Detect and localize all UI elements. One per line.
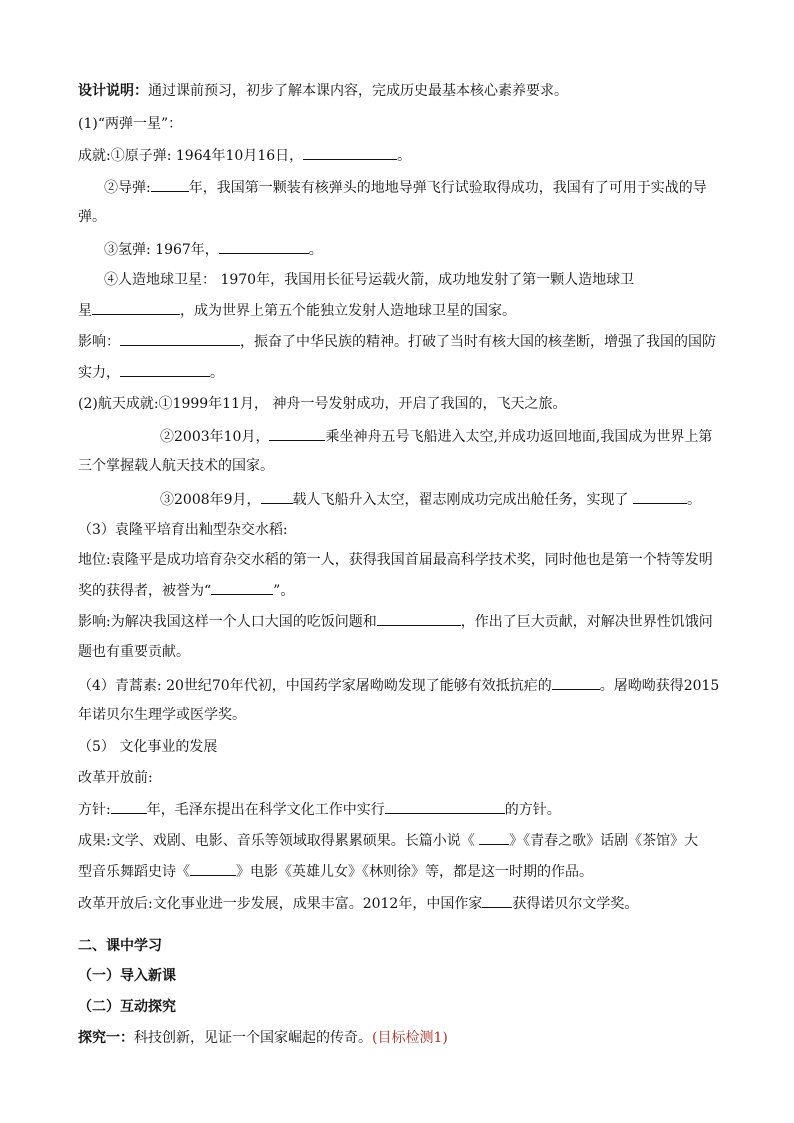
sec1-impact-line: [78, 331, 716, 351]
artemisinin-blank[interactable]: [552, 675, 600, 690]
policy-year-blank[interactable]: [111, 799, 147, 814]
satellite-text-end: ，成为世界上第五个能独立发射人造地球卫星的国家。: [180, 303, 516, 319]
artemisinin-line-cont: 年诺贝尔生理学或医学奖。: [78, 707, 246, 723]
impact-label: 影响：: [78, 334, 120, 350]
novel-blank[interactable]: [479, 830, 509, 845]
yuan-status-line: 地位:袁隆平是成功培育杂交水稻的第一人，获得我国首届最高科学技术奖，同时他也是第一个特等发明: [78, 552, 713, 568]
missile-line-cont: 弹。: [78, 209, 106, 225]
inquiry-label: 探究一：: [78, 1030, 134, 1046]
impact-text-cont: 实力，: [78, 365, 120, 381]
shenzhou5-line: [160, 426, 712, 446]
design-note-label: 设计说明：: [78, 83, 148, 99]
after-reform-end: 获得诺贝尔文学奖。: [512, 896, 639, 912]
missile-line: [104, 177, 707, 197]
satellite-line-cont: [78, 300, 516, 320]
shenzhou7-date: ③2008年9月，: [160, 492, 261, 508]
part2-title: 二、课中学习: [78, 938, 162, 954]
inquiry-text: 科技创新，见证一个国家崛起的传奇。: [134, 1030, 372, 1046]
results-line: [78, 830, 698, 850]
satellite-text: 星: [78, 303, 92, 319]
after-reform-line: [78, 893, 638, 913]
sec1-impact-line-cont: [78, 362, 224, 382]
design-note: [78, 81, 568, 101]
artemisinin-line: [78, 675, 719, 695]
atom-bomb-blank[interactable]: [303, 145, 397, 160]
yuan-title-text: 奖的获得者，被誉为“: [78, 583, 212, 599]
intro-heading: （一）导入新课: [78, 968, 176, 984]
yuan-impact-line: [78, 611, 713, 631]
hbomb-blank[interactable]: [219, 239, 309, 254]
atom-bomb-line: [78, 145, 411, 165]
after-reform-text: 改革开放后:文化事业进一步发展，成果丰富。2012年，中国作家: [78, 896, 483, 912]
inquiry-line: [78, 1028, 448, 1048]
epic-text-end: 》电影《英雄儿女》《林则徐》等，都是这一时期的作品。: [236, 864, 593, 880]
policy-line: [78, 799, 561, 819]
satellite-blank[interactable]: [92, 300, 180, 315]
yuan-impact-text-end: ，作出了巨大贡献，对解决世界性饥饿问: [460, 614, 713, 630]
yuan-impact-text: 影响:为解决我国这样一个人口大国的吃饭问题和: [78, 614, 377, 630]
space-achievement-line: (2)航天成就:①1999年11月， 神舟一号发射成功，开启了我国的，飞天之旅。: [78, 396, 567, 412]
inquiry-ref[interactable]: (目标检测1): [372, 1030, 448, 1046]
impact-end: 。: [210, 365, 224, 381]
epic-blank[interactable]: [190, 861, 236, 876]
policy-label: 方针:: [78, 802, 111, 818]
explore-heading: （二）互动探究: [78, 999, 176, 1015]
missile-year-blank[interactable]: [151, 177, 189, 192]
section3-title: （3）袁隆平培育出籼型杂交水稻:: [78, 522, 288, 538]
hbomb-end: 。: [308, 242, 323, 258]
epic-text: 型音乐舞蹈史诗《: [78, 864, 190, 880]
shenzhou7-line: [160, 489, 701, 509]
shenzhou7-end: 。: [687, 492, 701, 508]
satellite-line: ④人造地球卫星： 1970年，我国用长征号运载火箭，成功地发射了第一颗人造地球卫: [104, 272, 635, 288]
section1-title: (1)“两弹一星”：: [78, 116, 183, 132]
shenzhou7-text: 载人飞船升入太空，翟志刚成功完成出舱任务，实现了: [292, 492, 629, 508]
policy-blank[interactable]: [385, 799, 505, 814]
results-text: 成果:文学、戏剧、电影、音乐等领域取得累累硕果。长篇小说《: [78, 833, 480, 849]
artemisinin-text-end: 。屠呦呦获得2015: [599, 678, 720, 694]
results-line-cont: [78, 861, 593, 881]
yuan-impact-blank[interactable]: [377, 611, 461, 626]
shenzhou5-text: 乘坐神舟五号飞船进入太空,并成功返回地面,我国成为世界上第: [325, 429, 713, 445]
design-note-text: 通过课前预习，初步了解本课内容，完成历史最基本核心素养要求。: [148, 83, 568, 99]
hbomb-line: [104, 239, 323, 259]
before-reform-label: 改革开放前:: [78, 770, 153, 786]
shenzhou7-blank-2[interactable]: [633, 489, 687, 504]
artemisinin-text: （4）青蒿素: 20世纪70年代初，中国药学家屠呦呦发现了能够有效抵抗疟的: [78, 678, 552, 694]
atom-bomb-end: 。: [397, 148, 412, 164]
impact-text: ，振奋了中华民族的精神。打破了当时有核大国的核垄断，增强了我国的国防: [240, 334, 716, 350]
yuan-impact-line-cont: 题也有重要贡献。: [78, 644, 190, 660]
section5-title: （5） 文化事业的发展: [78, 739, 218, 755]
impact-blank-1[interactable]: [120, 331, 240, 346]
missile-text: 年，我国第一颗装有核弹头的地地导弹飞行试验取得成功，我国有了可用于实战的导: [188, 180, 707, 196]
shenzhou7-blank[interactable]: [261, 489, 293, 504]
atom-bomb-text: 成就:①原子弹: 1964年10月16日，: [78, 148, 304, 164]
shenzhou5-blank[interactable]: [269, 426, 325, 441]
results-text-end: 》《青春之歌》话剧《茶馆》大: [509, 833, 699, 849]
policy-text: 年，毛泽东提出在科学文化工作中实行: [146, 802, 385, 818]
missile-label: ②导弹:: [104, 180, 151, 196]
impact-blank-2[interactable]: [120, 362, 210, 377]
yuan-title-blank[interactable]: [211, 580, 273, 595]
shenzhou5-date: ②2003年10月，: [160, 429, 270, 445]
yuan-status-line-cont: [78, 580, 294, 600]
nobel-author-blank[interactable]: [482, 893, 512, 908]
policy-end: 的方针。: [504, 802, 561, 818]
shenzhou5-line-cont: 三个掌握载人航天技术的国家。: [78, 458, 274, 474]
yuan-title-end: ”。: [273, 583, 295, 599]
hbomb-text: ③氢弹: 1967年，: [104, 242, 219, 258]
